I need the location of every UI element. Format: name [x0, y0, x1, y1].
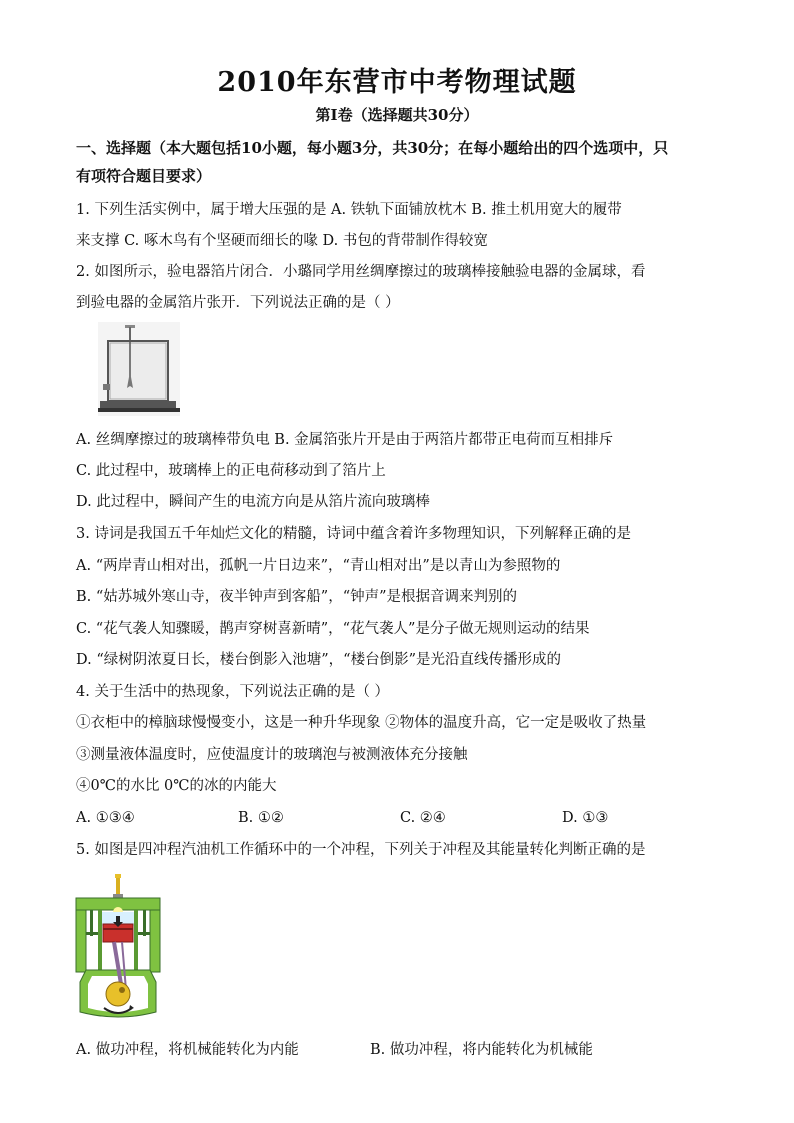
q5-option-b: B. 做功冲程，将内能转化为机械能	[370, 1042, 593, 1058]
q4-stem: 4. 关于生活中的热现象，下列说法正确的是（ ）	[76, 684, 390, 700]
q2-option-d: D. 此过程中，瞬间产生的电流方向是从箔片流向玻璃棒	[76, 494, 430, 510]
q2-line1: 2. 如图所示，验电器箔片闭合．小璐同学用丝绸摩擦过的玻璃棒接触验电器的金属球，看	[76, 264, 646, 280]
q3-option-a: A. “两岸青山相对出，孤帆一片日边来”，“青山相对出”是以青山为参照物的	[76, 558, 561, 574]
paper-subtitle: 第Ⅰ卷（选择题共30分）	[315, 106, 479, 124]
q4-item-3: ③测量液体温度时，应使温度计的玻璃泡与被测液体充分接触	[76, 747, 468, 763]
q4-option-b: B. ①②	[238, 810, 284, 826]
q4-option-a: A. ①③④	[76, 810, 135, 826]
q3-option-b: B. “姑苏城外寒山寺，夜半钟声到客船”，“钟声”是根据音调来判别的	[76, 589, 518, 605]
section-heading-line1: 一、选择题（本大题包括10小题，每小题3分，共30分；在每小题给出的四个选项中，只	[76, 139, 669, 157]
page-title: 2010年东营市中考物理试题	[217, 67, 577, 98]
q3-stem: 3. 诗词是我国五千年灿烂文化的精髓，诗词中蕴含着许多物理知识，下列解释正确的是	[76, 526, 631, 542]
electroscope-figure	[98, 322, 180, 416]
q5-option-a: A. 做功冲程，将机械能转化为内能	[76, 1042, 299, 1058]
q4-option-c: C. ②④	[400, 810, 446, 826]
q5-stem: 5. 如图是四冲程汽油机工作循环中的一个冲程，下列关于冲程及其能量转化判断正确的是	[76, 842, 646, 858]
q2-option-c: C. 此过程中，玻璃棒上的正电荷移动到了箔片上	[76, 463, 386, 479]
q1-line2: 来支撑 C. 啄木鸟有个坚硬而细长的喙 D. 书包的背带制作得较宽	[76, 233, 488, 249]
q2-line2: 到验电器的金属箔片张开．下列说法正确的是（ ）	[76, 295, 400, 311]
q4-item-4: ④0℃的水比 0℃的冰的内能大	[76, 778, 277, 794]
engine-cylinder-figure	[70, 872, 166, 1022]
q4-option-d: D. ①③	[562, 810, 609, 826]
q2-option-a-b: A. 丝绸摩擦过的玻璃棒带负电 B. 金属箔张片开是由于两箔片都带正电荷而互相排斥	[76, 432, 614, 448]
q4-item-1-2: ①衣柜中的樟脑球慢慢变小，这是一种升华现象 ②物体的温度升高，它一定是吸收了热量	[76, 715, 647, 731]
q1-line1: 1. 下列生活实例中，属于增大压强的是 A. 铁轨下面铺放枕木 B. 推土机用宽大的履带	[76, 202, 622, 218]
q3-option-d: D. “绿树阴浓夏日长，楼台倒影入池塘”，“楼台倒影”是光沿直线传播形成的	[76, 652, 561, 668]
q3-option-c: C. “花气袭人知骤暖，鹊声穿树喜新晴”，“花气袭人”是分子做无规则运动的结果	[76, 621, 590, 637]
section-heading-line2: 有项符合题目要求）	[76, 167, 212, 185]
